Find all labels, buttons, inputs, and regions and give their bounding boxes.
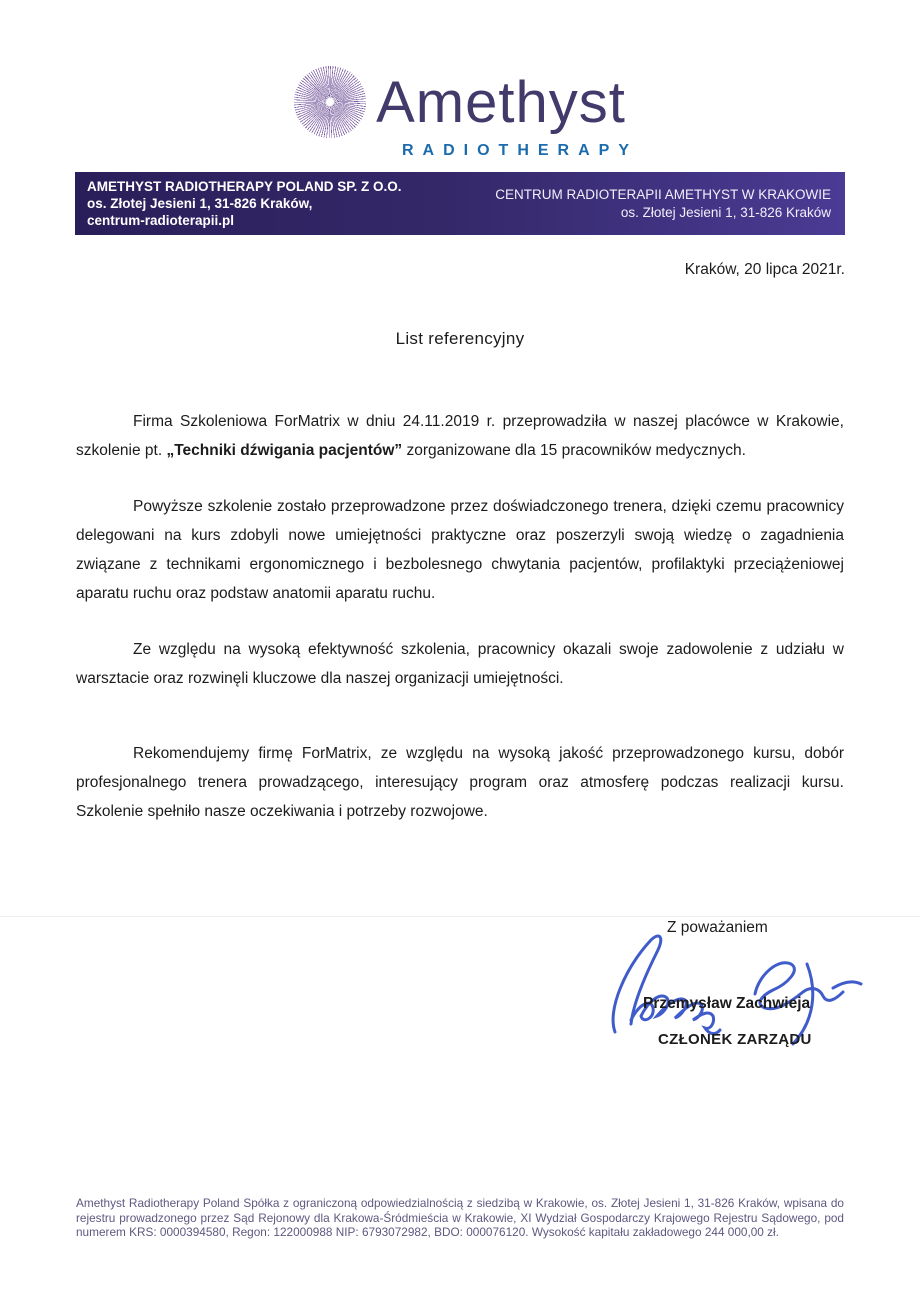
paragraph-1-tail: zorganizowane dla 15 pracowników medycznych. xyxy=(402,442,746,459)
logo-row xyxy=(294,66,626,138)
company-address: os. Złotej Jesieni 1, 31-826 Kraków, xyxy=(87,196,313,211)
training-title-bold: „Techniki dźwigania pacjentów” xyxy=(166,442,403,459)
letterhead-logo xyxy=(0,0,920,160)
signer-role: CZŁONEK ZARZĄDU xyxy=(658,1031,812,1048)
letter-title: List referencyjny xyxy=(395,329,525,348)
letter-body xyxy=(76,407,844,826)
company-name: AMETHYST RADIOTHERAPY POLAND SP. Z O.O. xyxy=(87,179,402,194)
letterhead-center-block xyxy=(495,186,831,222)
letterhead-bar xyxy=(75,172,845,235)
date-line: Kraków, 20 lipca 2021r. xyxy=(684,261,845,278)
letterhead-company-block xyxy=(87,178,402,229)
paragraph-1-lead: Firma Szkoleniowa ForMatrix w dniu 24.11.2019 r. przeprowadziła w naszej placówce w Krakowie, szkolenie pt. xyxy=(76,413,844,459)
paragraph-3: Ze względu na wysoką efektywność szkolenia, pracownicy okazali swoje zadowolenie z udziału w warsztacie oraz rozwinęli kluczowe dla naszej organizacji umiejętności. xyxy=(76,641,844,687)
logo-subtitle: RADIOTHERAPY xyxy=(401,142,638,159)
center-name: CENTRUM RADIOTERAPII AMETHYST W KRAKOWIE xyxy=(495,186,831,202)
center-address: os. Złotej Jesieni 1, 31-826 Kraków xyxy=(620,204,831,220)
footer-legal-text: Amethyst Radiotherapy Poland Spółka z ograniczoną odpowiedzialnością z siedzibą w Krakowie, os. Złotej Jesieni 1, 31-826 Kraków, wpisana do rejestru prowadzonego przez Sąd Rejonowy dla Krakowa-Śródmieścia w Krakowie, XI Wydział Gospodarczy Krajowego Rejestru Sądowego, pod numerem KRS: 0000394580, Regon: 122000988 NIP: 6793072982, BDO: 000076120. Wysokość kapitału zakładowego 244 000,00 zł. xyxy=(76,1196,844,1239)
logo-wordmark: Amethyst xyxy=(376,69,626,135)
paragraph-2: Powyższe szkolenie zostało przeprowadzone przez doświadczonego trenera, dzięki czemu pracownicy delegowani na kurs zdobyli nowe umiejętności praktyczne oraz poszerzyli swoją wiedzę o zagadnienia związane z technikami ergonomicznego i bezbolesnego chwytania pacjentów, profilaktyki przeciążeniowej aparatu ruchu oraz podstaw anatomii aparatu ruchu. xyxy=(76,498,844,602)
closing-phrase: Z poważaniem xyxy=(667,919,768,936)
paragraph-4: Rekomendujemy firmę ForMatrix, ze względu na wysoką jakość przeprowadzonego kursu, dobór profesjonalnego trenera prowadzącego, interesujący program oraz atmosferę podczas realizacji kursu. Szkolenie spełniło nasze oczekiwania i potrzeby rozwojowe. xyxy=(76,745,844,820)
signature-block xyxy=(595,910,880,1065)
amethyst-starburst-icon xyxy=(294,66,366,138)
company-website: centrum-radioterapii.pl xyxy=(87,213,235,228)
signer-name: Przemysław Zachwieja xyxy=(643,995,811,1012)
paragraph-1 xyxy=(76,407,844,465)
